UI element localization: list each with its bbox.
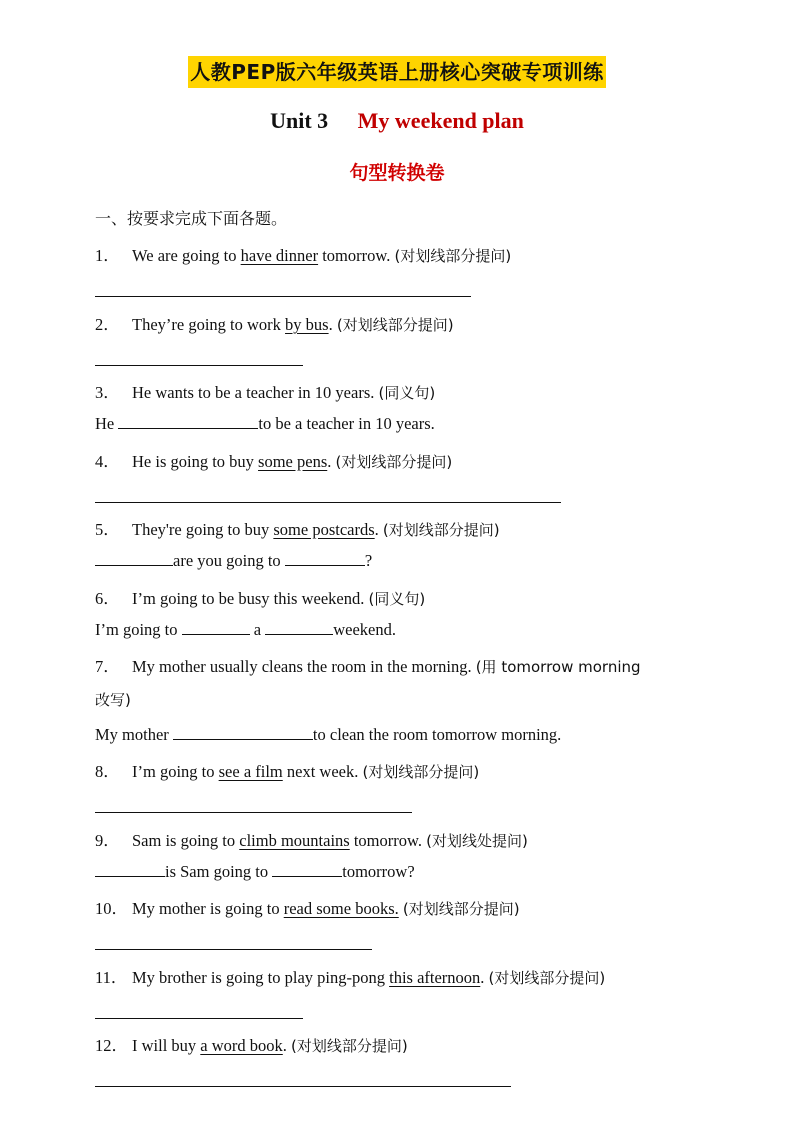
underlined-phrase: climb mountains bbox=[239, 831, 350, 850]
answer-line-4[interactable] bbox=[95, 502, 561, 503]
answer-line-2[interactable] bbox=[95, 365, 303, 366]
underlined-phrase: see a film bbox=[218, 762, 283, 781]
question-10 bbox=[95, 895, 520, 919]
answer-text: ? bbox=[364, 551, 373, 570]
question-text: They're going to buy bbox=[132, 520, 274, 539]
banner-title: 人教PEP版六年级英语上册核心突破专项训练 bbox=[188, 56, 605, 88]
answer-6 bbox=[95, 620, 396, 640]
answer-text: are you going to bbox=[173, 551, 285, 570]
answer-blank[interactable] bbox=[95, 862, 165, 877]
question-number: 5． bbox=[95, 520, 120, 539]
question-number: 10． bbox=[95, 899, 128, 918]
section-title: 一、按要求完成下面各题。 bbox=[95, 209, 288, 228]
answer-blank[interactable] bbox=[95, 551, 173, 566]
question-text: . bbox=[374, 520, 383, 539]
instruction-note: (对划线处提问) bbox=[426, 832, 528, 850]
question-3 bbox=[95, 379, 435, 403]
answer-text: I’m going to bbox=[95, 620, 182, 639]
question-text: next week. bbox=[282, 762, 363, 781]
question-text: . bbox=[328, 315, 337, 334]
question-7-continued bbox=[95, 689, 131, 710]
answer-blank[interactable] bbox=[173, 725, 313, 740]
answer-line-12[interactable] bbox=[95, 1086, 511, 1087]
question-number: 11． bbox=[95, 968, 128, 987]
worksheet-subtitle: 句型转换卷 bbox=[349, 162, 445, 184]
underlined-phrase: read some books. bbox=[283, 899, 399, 918]
answer-blank[interactable] bbox=[118, 414, 258, 429]
question-text: Sam is going to bbox=[132, 831, 240, 850]
question-text: I will buy bbox=[132, 1036, 201, 1055]
answer-blank[interactable] bbox=[272, 862, 342, 877]
instruction-note: (对划线部分提问) bbox=[362, 763, 480, 781]
answer-line-10[interactable] bbox=[95, 949, 372, 950]
answer-3 bbox=[95, 414, 435, 434]
answer-9 bbox=[95, 862, 415, 882]
question-number: 9． bbox=[95, 831, 120, 850]
instruction-note: (对划线部分提问) bbox=[336, 316, 454, 334]
question-8 bbox=[95, 758, 479, 782]
answer-text: My mother bbox=[95, 725, 173, 744]
underlined-phrase: some pens bbox=[258, 452, 328, 471]
question-text: . bbox=[282, 1036, 292, 1055]
answer-text: He bbox=[95, 414, 119, 433]
question-number: 6． bbox=[95, 589, 120, 608]
unit-number: Unit 3 bbox=[270, 108, 329, 133]
instruction-note: (同义句) bbox=[368, 590, 426, 608]
answer-text: weekend. bbox=[333, 620, 396, 639]
question-1 bbox=[95, 242, 511, 266]
answer-7 bbox=[95, 725, 561, 745]
answer-line-8[interactable] bbox=[95, 812, 412, 813]
question-text: tomorrow. bbox=[318, 246, 395, 265]
question-number: 12． bbox=[95, 1036, 128, 1055]
question-11 bbox=[95, 964, 605, 988]
question-12 bbox=[95, 1032, 408, 1056]
question-9 bbox=[95, 827, 528, 851]
instruction-note: (对划线部分提问) bbox=[335, 453, 453, 471]
question-7 bbox=[95, 653, 641, 677]
answer-blank[interactable] bbox=[182, 620, 250, 635]
underlined-phrase: some postcards bbox=[273, 520, 375, 539]
question-text: My mother is going to bbox=[132, 899, 284, 918]
answer-line-1[interactable] bbox=[95, 296, 471, 297]
question-number: 8． bbox=[95, 762, 120, 781]
question-4 bbox=[95, 448, 452, 472]
answer-blank[interactable] bbox=[285, 551, 365, 566]
question-5 bbox=[95, 516, 500, 540]
worksheet-banner bbox=[0, 56, 794, 85]
question-text: . bbox=[480, 968, 489, 987]
question-number: 1． bbox=[95, 246, 120, 265]
unit-heading bbox=[0, 108, 794, 134]
question-text: He is going to buy bbox=[132, 452, 259, 471]
question-text: I’m going to bbox=[132, 762, 219, 781]
question-text: We are going to bbox=[132, 246, 241, 265]
unit-name: My weekend plan bbox=[357, 108, 524, 133]
question-2 bbox=[95, 311, 454, 335]
question-text: . bbox=[327, 452, 336, 471]
answer-text: a bbox=[253, 620, 266, 639]
instruction-note: (对划线部分提问) bbox=[488, 969, 606, 987]
answer-blank[interactable] bbox=[265, 620, 333, 635]
answer-line-11[interactable] bbox=[95, 1018, 303, 1019]
instruction-note: (对划线部分提问) bbox=[382, 521, 500, 539]
answer-text: to clean the room tomorrow morning. bbox=[312, 725, 562, 744]
question-number: 4． bbox=[95, 452, 120, 471]
instruction-note: 改写) bbox=[95, 691, 131, 709]
instruction-note: (对划线部分提问) bbox=[291, 1037, 408, 1055]
question-text: tomorrow. bbox=[349, 831, 427, 850]
question-text: I’m going to be busy this weekend. bbox=[132, 589, 369, 608]
question-text: He wants to be a teacher in 10 years. bbox=[132, 383, 379, 402]
question-number: 7． bbox=[95, 657, 120, 676]
underlined-phrase: a word book bbox=[200, 1036, 283, 1055]
question-6 bbox=[95, 585, 425, 609]
instruction-note: (对划线部分提问) bbox=[402, 900, 520, 918]
question-text: My brother is going to play ping-pong bbox=[132, 968, 390, 987]
question-number: 3． bbox=[95, 383, 120, 402]
question-number: 2． bbox=[95, 315, 120, 334]
answer-text: to be a teacher in 10 years. bbox=[258, 414, 435, 433]
question-text: They’re going to work bbox=[132, 315, 286, 334]
instruction-note: (用 tomorrow morning bbox=[475, 658, 641, 676]
answer-5 bbox=[95, 551, 372, 571]
answer-text: tomorrow? bbox=[342, 862, 415, 881]
underlined-phrase: have dinner bbox=[240, 246, 319, 265]
question-text: My mother usually cleans the room in the morning. bbox=[132, 657, 476, 676]
underlined-phrase: this afternoon bbox=[389, 968, 481, 987]
answer-text: is Sam going to bbox=[165, 862, 273, 881]
instruction-note: (对划线部分提问) bbox=[394, 247, 512, 265]
underlined-phrase: by bus bbox=[285, 315, 329, 334]
instruction-note: (同义句) bbox=[378, 384, 436, 402]
